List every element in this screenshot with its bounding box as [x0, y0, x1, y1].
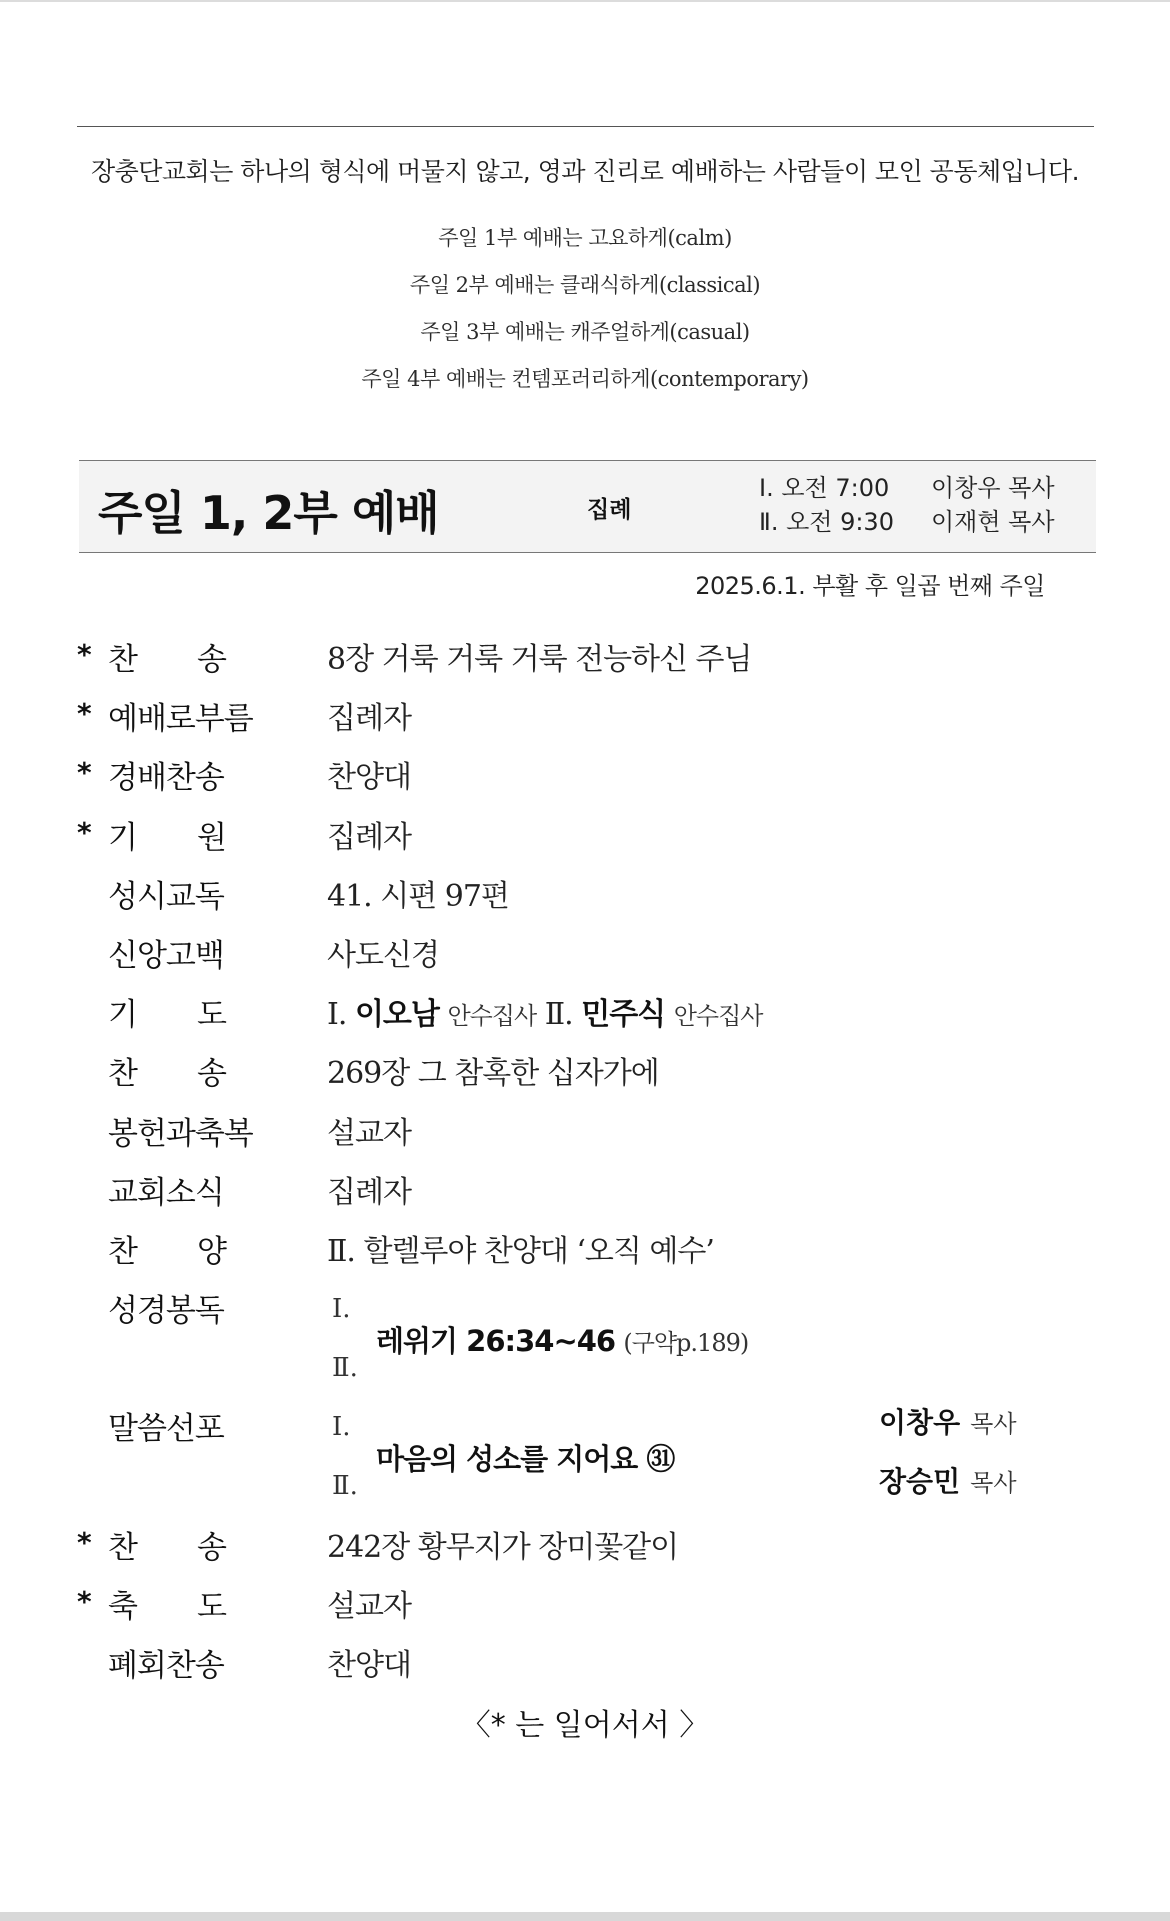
- order-item: [0, 687, 1170, 746]
- prayer-content: [327, 989, 762, 1033]
- item-label: [108, 812, 226, 857]
- service-time-row: [759, 471, 1055, 505]
- standing-marker: *: [77, 1585, 92, 1619]
- item-label-char: 찬: [108, 1056, 137, 1093]
- standing-marker: *: [77, 638, 92, 671]
- item-label-char: 송: [197, 1529, 226, 1566]
- standing-marker: *: [77, 756, 92, 790]
- item-text: [376, 1319, 748, 1360]
- item-label-char: 도: [197, 997, 226, 1034]
- item-label-char: 경배찬송: [108, 760, 224, 797]
- prayer-leader-name: 민주식: [581, 997, 666, 1033]
- item-content: 사도신경: [327, 937, 439, 973]
- item-label: [108, 1403, 226, 1448]
- item-label-char: 봉헌과축복: [108, 1115, 253, 1152]
- item-label-char: 축: [108, 1589, 137, 1626]
- roman-numerals: [332, 1407, 358, 1525]
- order-item: [0, 1575, 1170, 1634]
- preacher-name: 장승민: [879, 1465, 961, 1499]
- order-item: [0, 1042, 1170, 1101]
- order-item: [0, 806, 1170, 865]
- item-content: 설교자: [327, 1115, 411, 1151]
- item-label: [108, 1226, 226, 1271]
- item-label-char: 말씀선포: [108, 1411, 224, 1448]
- prayer-leader-title: 안수집사: [447, 1002, 537, 1031]
- item-content: 41. 시편 97편: [327, 878, 509, 914]
- service-pastor: 이재현 목사: [931, 508, 1055, 536]
- bottom-edge: [0, 1912, 1170, 1921]
- order-item: [0, 983, 1170, 1042]
- order-item: [0, 865, 1170, 924]
- worship-styles: [0, 215, 1170, 403]
- order-item: [0, 1161, 1170, 1220]
- item-label-char: 양: [197, 1233, 226, 1270]
- item-content: 8장 거룩 거룩 거룩 전능하신 주님: [327, 642, 752, 677]
- roman-numeral: Ⅱ.: [332, 1353, 358, 1384]
- standing-marker: *: [77, 1525, 92, 1559]
- item-content: 집례자: [327, 1174, 411, 1210]
- item-label-char: 송: [197, 1056, 226, 1093]
- item-label: [108, 1285, 226, 1330]
- item-label-char: 성경봉독: [108, 1293, 224, 1330]
- worship-style-2: 주일 2부 예배는 클래식하게(classical): [409, 273, 761, 297]
- item-label: [108, 1108, 253, 1153]
- preachers: [879, 1403, 1017, 1521]
- item-label: [108, 1048, 226, 1093]
- roman-numeral: Ⅱ.: [332, 1471, 358, 1502]
- roman-numeral: Ⅰ.: [327, 997, 347, 1033]
- item-label: [108, 634, 226, 679]
- item-text: [376, 1437, 674, 1478]
- item-label: [108, 871, 226, 916]
- roman-numeral: Ⅰ.: [332, 1412, 351, 1443]
- divider-line: [77, 126, 1094, 127]
- item-content: 찬양대: [327, 760, 411, 796]
- order-item: [0, 1397, 1170, 1515]
- worship-style-4: 주일 4부 예배는 컨템포러리하게(contemporary): [361, 367, 809, 391]
- item-label-char: 성시교독: [108, 878, 224, 915]
- item-label: [108, 1640, 226, 1685]
- item-label: [108, 930, 226, 975]
- order-of-worship: [0, 628, 1170, 1693]
- roman-numeral: Ⅱ.: [544, 997, 573, 1033]
- service-pastor: 이창우 목사: [931, 474, 1055, 502]
- item-content: 269장 그 참혹한 십자가에: [327, 1056, 659, 1092]
- roman-numeral: Ⅰ.: [332, 1294, 351, 1325]
- service-time-row: [759, 505, 1055, 539]
- order-item: [0, 1516, 1170, 1575]
- standing-marker: *: [77, 815, 92, 849]
- item-label-char: 찬: [108, 642, 137, 678]
- item-label-char: 기: [108, 819, 137, 856]
- worship-style-1: 주일 1부 예배는 고요하게(calm): [438, 226, 732, 250]
- order-item: [0, 628, 1170, 687]
- order-item: [0, 1102, 1170, 1161]
- item-label-char: 신앙고백: [108, 937, 224, 974]
- item-label: [108, 1167, 226, 1212]
- item-label: [108, 989, 226, 1034]
- service-time: Ⅱ. 오전 9:30: [759, 508, 894, 536]
- item-label-char: 도: [197, 1589, 226, 1626]
- roman-numerals: [332, 1289, 358, 1407]
- item-content: 집례자: [327, 701, 411, 737]
- item-label-char: 교회소식: [108, 1174, 224, 1211]
- top-edge: [0, 0, 1170, 2]
- prayer-leader-title: 안수집사: [673, 1002, 763, 1031]
- item-main-text: 마음의 성소를 지어요 ㉛: [376, 1442, 675, 1477]
- item-label-char: 찬: [108, 1529, 137, 1566]
- order-item: [0, 1279, 1170, 1397]
- preacher-title: 목사: [970, 1469, 1017, 1498]
- standing-marker: *: [77, 697, 92, 731]
- standing-note: 〈* 는 일어서서 〉: [460, 1708, 710, 1743]
- item-label-char: 원: [197, 819, 226, 856]
- item-content: 242장 황무지가 장미꽃같이: [327, 1529, 679, 1565]
- item-label-char: 예배로부름: [108, 701, 253, 738]
- preacher: [879, 1462, 1017, 1521]
- item-content: 설교자: [327, 1589, 411, 1625]
- officiant-label: 집례: [587, 497, 632, 523]
- item-reference: (구약p.189): [623, 1329, 749, 1358]
- order-item: [0, 1634, 1170, 1693]
- item-label: [108, 1581, 226, 1626]
- item-label-char: 기: [108, 997, 137, 1034]
- service-title: 주일 1, 2부 예배: [98, 486, 439, 540]
- item-content: 찬양대: [327, 1648, 411, 1684]
- item-label-char: 송: [197, 642, 226, 678]
- item-label: [108, 693, 253, 738]
- item-label: [108, 1522, 226, 1567]
- order-item: [0, 746, 1170, 805]
- preacher: [879, 1403, 1017, 1462]
- order-item: [0, 1220, 1170, 1279]
- order-item: [0, 924, 1170, 983]
- prayer-leader-name: 이오남: [354, 997, 439, 1033]
- preacher-title: 목사: [970, 1410, 1017, 1439]
- item-label-char: 폐회찬송: [108, 1648, 224, 1685]
- item-content: Ⅱ. 할렐루야 찬양대 ‘오직 예수’: [327, 1233, 714, 1269]
- item-label-char: 찬: [108, 1233, 137, 1270]
- service-date: 2025.6.1. 부활 후 일곱 번째 주일: [695, 572, 1045, 600]
- service-times: [759, 471, 1055, 539]
- mission-statement: 장충단교회는 하나의 형식에 머물지 않고, 영과 진리로 예배하는 사람들이 모인 공동체입니다.: [90, 157, 1080, 186]
- preacher-name: 이창우: [879, 1406, 961, 1440]
- item-label: [108, 752, 226, 797]
- service-banner: [79, 460, 1096, 553]
- service-time: Ⅰ. 오전 7:00: [759, 474, 890, 502]
- item-content: 집례자: [327, 819, 411, 855]
- item-main-text: 레위기 26:34~46: [376, 1324, 616, 1359]
- worship-style-3: 주일 3부 예배는 캐주얼하게(casual): [420, 320, 750, 344]
